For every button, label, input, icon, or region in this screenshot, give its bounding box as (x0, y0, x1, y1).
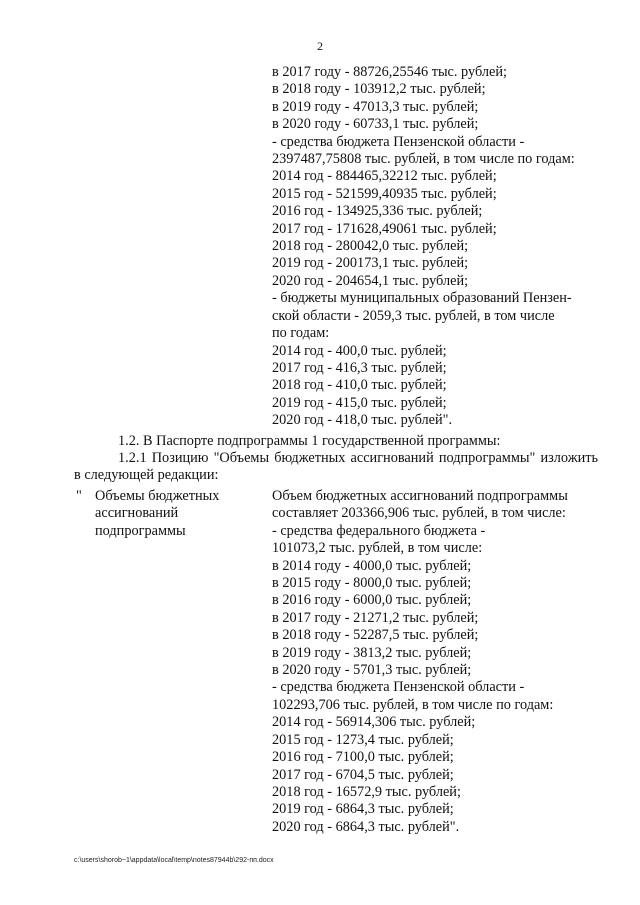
budget-line: 2017 год - 416,3 тыс. рублей; (272, 359, 447, 376)
budget-line: 2017 год - 171628,49061 тыс. рублей; (272, 220, 497, 237)
section-paragraph-1-2-1: 1.2.1 Позицию "Объемы бюджетных ассигнований подпрограммы" изложить в следующей редакции: (74, 450, 598, 484)
budget-line: ской области - 2059,3 тыс. рублей, в том числе (272, 307, 555, 324)
budget-line: - средства бюджета Пензенской области - (272, 133, 525, 150)
table-value-line: - средства федерального бюджета - (272, 522, 486, 539)
budget-continuation-block (272, 64, 597, 430)
table-value-line: 101073,2 тыс. рублей, в том числе: (272, 540, 483, 557)
table-label-line: ассигнований (95, 505, 179, 522)
table-value-line: в 2016 году - 6000,0 тыс. рублей; (272, 592, 472, 609)
budget-line: 2019 год - 415,0 тыс. рублей; (272, 394, 447, 411)
budget-line: 2014 год - 884465,32212 тыс. рублей; (272, 168, 497, 185)
table-value-line: составляет 203366,906 тыс. рублей, в том числе: (272, 505, 566, 522)
table-value-line: 2020 год - 6864,3 тыс. рублей". (272, 818, 460, 835)
budget-line: 2016 год - 134925,336 тыс. рублей; (272, 203, 483, 220)
budget-line: по годам: (272, 325, 330, 342)
table-value-cell (272, 488, 597, 836)
table-value-line: в 2017 году - 21271,2 тыс. рублей; (272, 609, 479, 626)
budget-line: в 2020 году - 60733,1 тыс. рублей; (272, 116, 479, 133)
table-value-line: в 2018 году - 52287,5 тыс. рублей; (272, 627, 479, 644)
table-label-line: подпрограммы (95, 522, 186, 539)
table-value-line: 2015 год - 1273,4 тыс. рублей; (272, 731, 454, 748)
budget-line: 2397487,75808 тыс. рублей, в том числе по годам: (272, 151, 575, 168)
table-value-line: 2016 год - 7100,0 тыс. рублей; (272, 749, 454, 766)
page-number: 2 (317, 39, 323, 53)
budget-line: 2018 год - 280042,0 тыс. рублей; (272, 238, 469, 255)
opening-quote: " (76, 488, 82, 504)
budget-line: в 2019 году - 47013,3 тыс. рублей; (272, 98, 479, 115)
table-value-line: 2014 год - 56914,306 тыс. рублей; (272, 714, 476, 731)
budget-line: - бюджеты муниципальных образований Пензен- (272, 290, 572, 307)
file-path-footer: c:\users\shorob~1\appdata\local\temp\notes87944b\292-пп.docx (74, 857, 274, 864)
budget-line: 2018 год - 410,0 тыс. рублей; (272, 377, 447, 394)
section-paragraph-1-2: 1.2. В Паспорте подпрограммы 1 государственной программы: (118, 433, 501, 449)
table-value-line: в 2014 году - 4000,0 тыс. рублей; (272, 557, 472, 574)
budget-line: в 2018 году - 103912,2 тыс. рублей; (272, 81, 486, 98)
table-value-heading-line: Объем бюджетных ассигнований подпрограммы (272, 488, 568, 504)
table-value-line: в 2019 году - 3813,2 тыс. рублей; (272, 644, 472, 661)
budget-line: 2020 год - 204654,1 тыс. рублей; (272, 272, 469, 289)
budget-line: 2019 год - 200173,1 тыс. рублей; (272, 255, 469, 272)
table-value-line: 2017 год - 6704,5 тыс. рублей; (272, 766, 454, 783)
budget-line: в 2017 году - 88726,25546 тыс. рублей; (272, 64, 507, 80)
budget-line: 2020 год - 418,0 тыс. рублей". (272, 412, 453, 429)
table-value-line: 2019 год - 6864,3 тыс. рублей; (272, 801, 454, 818)
table-value-line: 102293,706 тыс. рублей, в том числе по годам: (272, 696, 554, 713)
budget-line: 2015 год - 521599,40935 тыс. рублей; (272, 185, 497, 202)
table-label-cell (95, 488, 255, 540)
table-value-line: 2018 год - 16572,9 тыс. рублей; (272, 783, 461, 800)
table-value-line: в 2020 году - 5701,3 тыс. рублей; (272, 662, 472, 679)
budget-line: 2014 год - 400,0 тыс. рублей; (272, 342, 447, 359)
table-value-line: - средства бюджета Пензенской области - (272, 679, 525, 696)
table-label-line: Объемы бюджетных (95, 488, 220, 504)
table-value-line: в 2015 году - 8000,0 тыс. рублей; (272, 575, 472, 592)
